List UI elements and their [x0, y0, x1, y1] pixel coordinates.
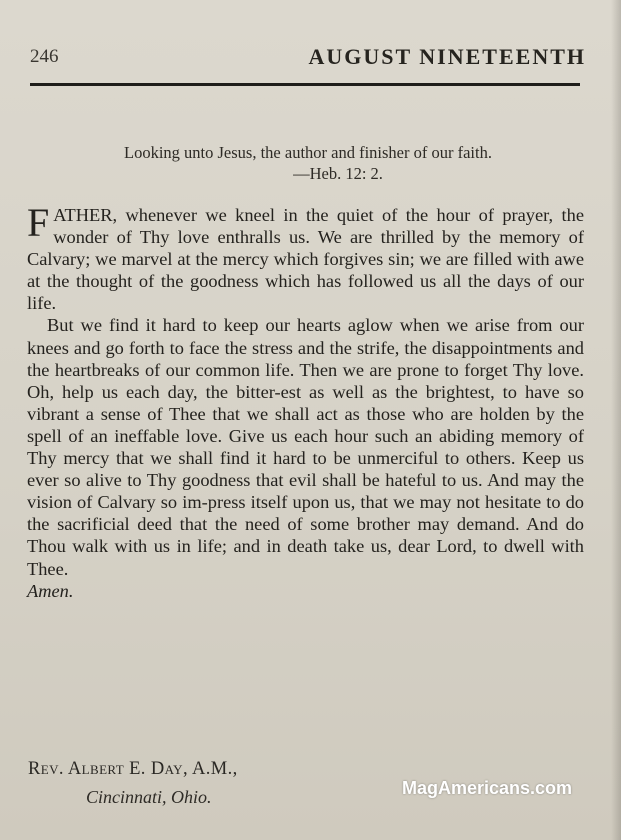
author-name: Rev. Albert E. Day, A.M.,: [28, 759, 238, 779]
paragraph-1-text: ATHER, whenever we kneel in the quiet of the hour of prayer, the wonder of Thy love enthralls us. We are thrilled by the memory of Calvary; we marvel at the mercy which forgives sin; we are filled with awe at the thought of the goodness which has followed us all the days of our life.: [27, 205, 584, 314]
drop-cap: F: [27, 200, 50, 245]
author-location: Cincinnati, Ohio.: [86, 787, 212, 807]
prayer-paragraph-2: [27, 314, 584, 601]
verse-text: Looking unto Jesus, the author and finisher of our faith.: [124, 143, 492, 162]
header-rule: [30, 83, 580, 86]
paragraph-2-text: But we find it hard to keep our hearts aglow when we arise from our knees and go forth to face the stress and the strife, the disappointments and the heartbreaks of our common life. Then we are prone to forget Thy love. Oh, help us each day, the bitter-est as well as the brightest, to have so vibrant a sense of Thee that we shall act as those who are holden by the spell of an ineffable love. Give us each hour such an abiding memory of Thy mercy that we shall find it hard to be unmerciful to others. Keep us ever so alive to Thy goodness that evil shall be hateful to us. And may the vision of Calvary so im-press itself upon us, that we may not hesitate to do the sacrificial deed that the need of some brother may demand. And do Thou walk with us in life; and in death take us, dear Lord, to dwell with Thee.: [27, 315, 584, 579]
page-number: 246: [30, 46, 59, 67]
verse-reference: —Heb. 12: 2.: [293, 164, 383, 183]
prayer-paragraph-1: [27, 200, 584, 314]
scripture-verse: [30, 142, 586, 184]
page-header: [28, 42, 586, 72]
watermark: MagAmericans.com: [402, 778, 573, 798]
date-title: AUGUST NINETEENTH: [308, 44, 586, 69]
page-edge-shadow: [611, 0, 621, 840]
prayer-body: [27, 200, 584, 602]
closing-amen: Amen.: [27, 580, 74, 601]
